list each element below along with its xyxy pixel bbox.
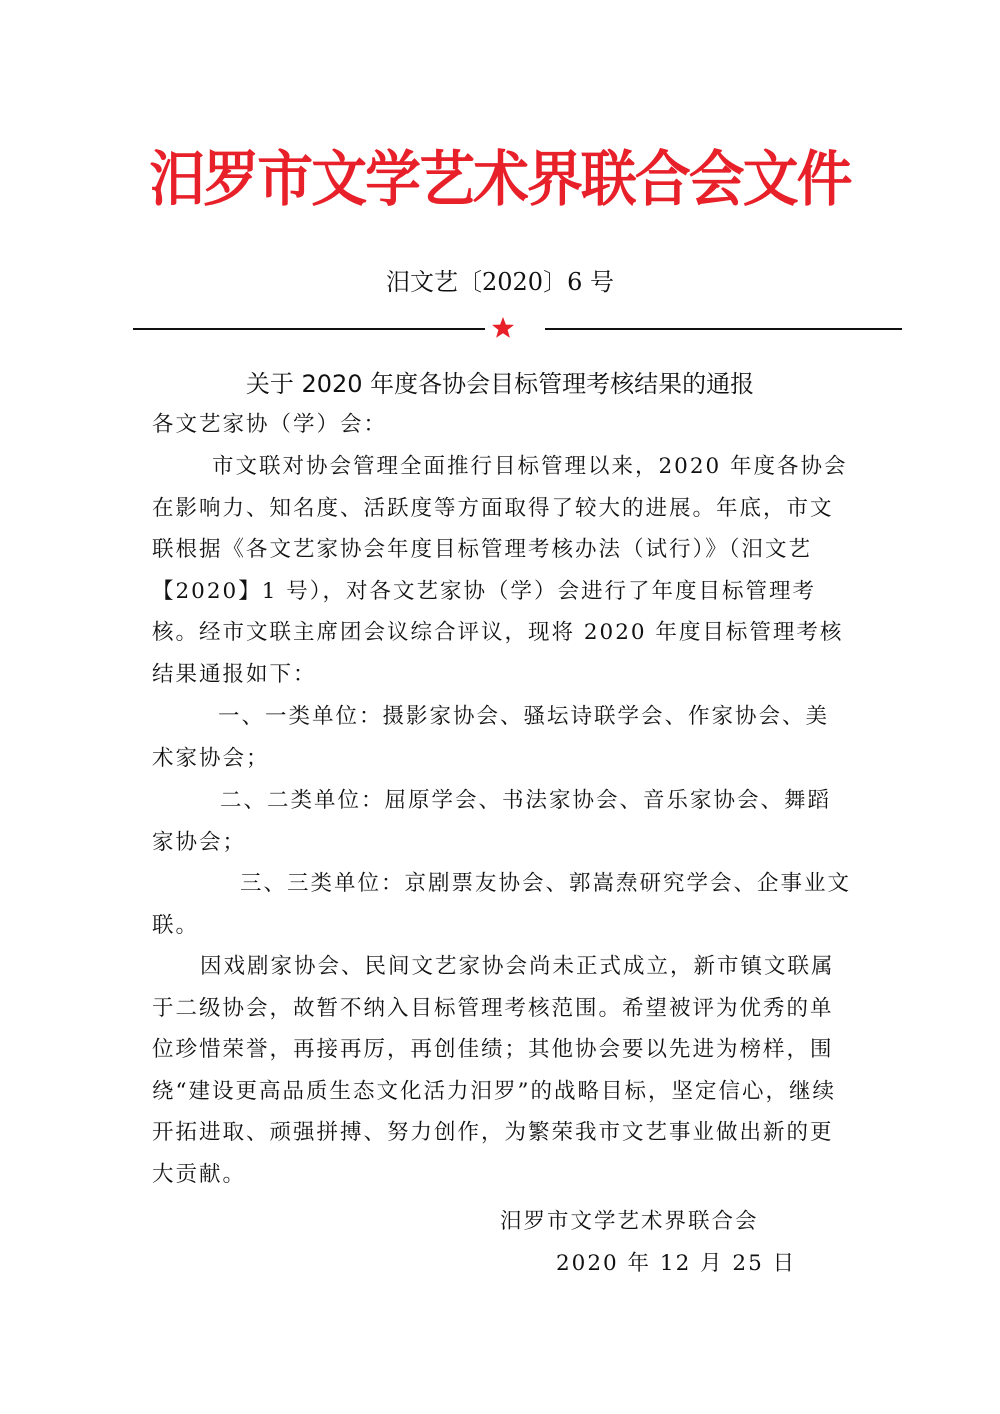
notice-title: 关于 2020 年度各协会目标管理考核结果的通报 [245,370,755,398]
closing-paragraph: 因戏剧家协会、民间文艺家协会尚未正式成立，新市镇文联属于二级协会，故暂不纳入目标管理考核范围。希望被评为优秀的单位珍惜荣誉，再接再厉，再创佳绩；其他协会要以先进为榜样，围绕“建设更高品质生态文化活力汨罗”的战略目标，坚定信心，继续开拓进取、顽强拼搏、努力创作，为繁荣我市文艺事业做出新的更大贡献。 [152,954,836,1187]
signature-date: 2020 年 12 月 25 日 [556,1251,797,1276]
category-second-class: 二、二类单位：屈原学会、书法家协会、音乐家协会、舞蹈家协会； [152,788,832,855]
document-number: 汨文艺〔2020〕6 号 [386,268,614,296]
header-divider-left [133,328,485,330]
salutation: 各文艺家协（学）会： [152,412,388,437]
category-first-class: 一、一类单位：摄影家协会、骚坛诗联学会、作家协会、美术家协会； [152,704,830,771]
header-divider-right [545,328,902,330]
category-third-class: 三、三类单位：京剧票友协会、郭嵩焘研究学会、企事业文联。 [152,871,852,938]
star-icon [491,316,515,340]
signature-organization: 汨罗市文学艺术界联合会 [500,1209,759,1234]
document-header-title: 汨罗市文学艺术界联合会文件 [149,145,851,215]
intro-paragraph: 市文联对协会管理全面推行目标管理以来，2020 年度各协会在影响力、知名度、活跃度等方面取得了较大的进展。年底，市文联根据《各文艺家协会年度目标管理考核办法（试行）》（汨文艺【2020】1 号），对各文艺家协（学）会进行了年度目标管理考核。经市文联主席团会议综合评议，现将 2020 年度目标管理考核结果通报如下： [152,454,848,687]
